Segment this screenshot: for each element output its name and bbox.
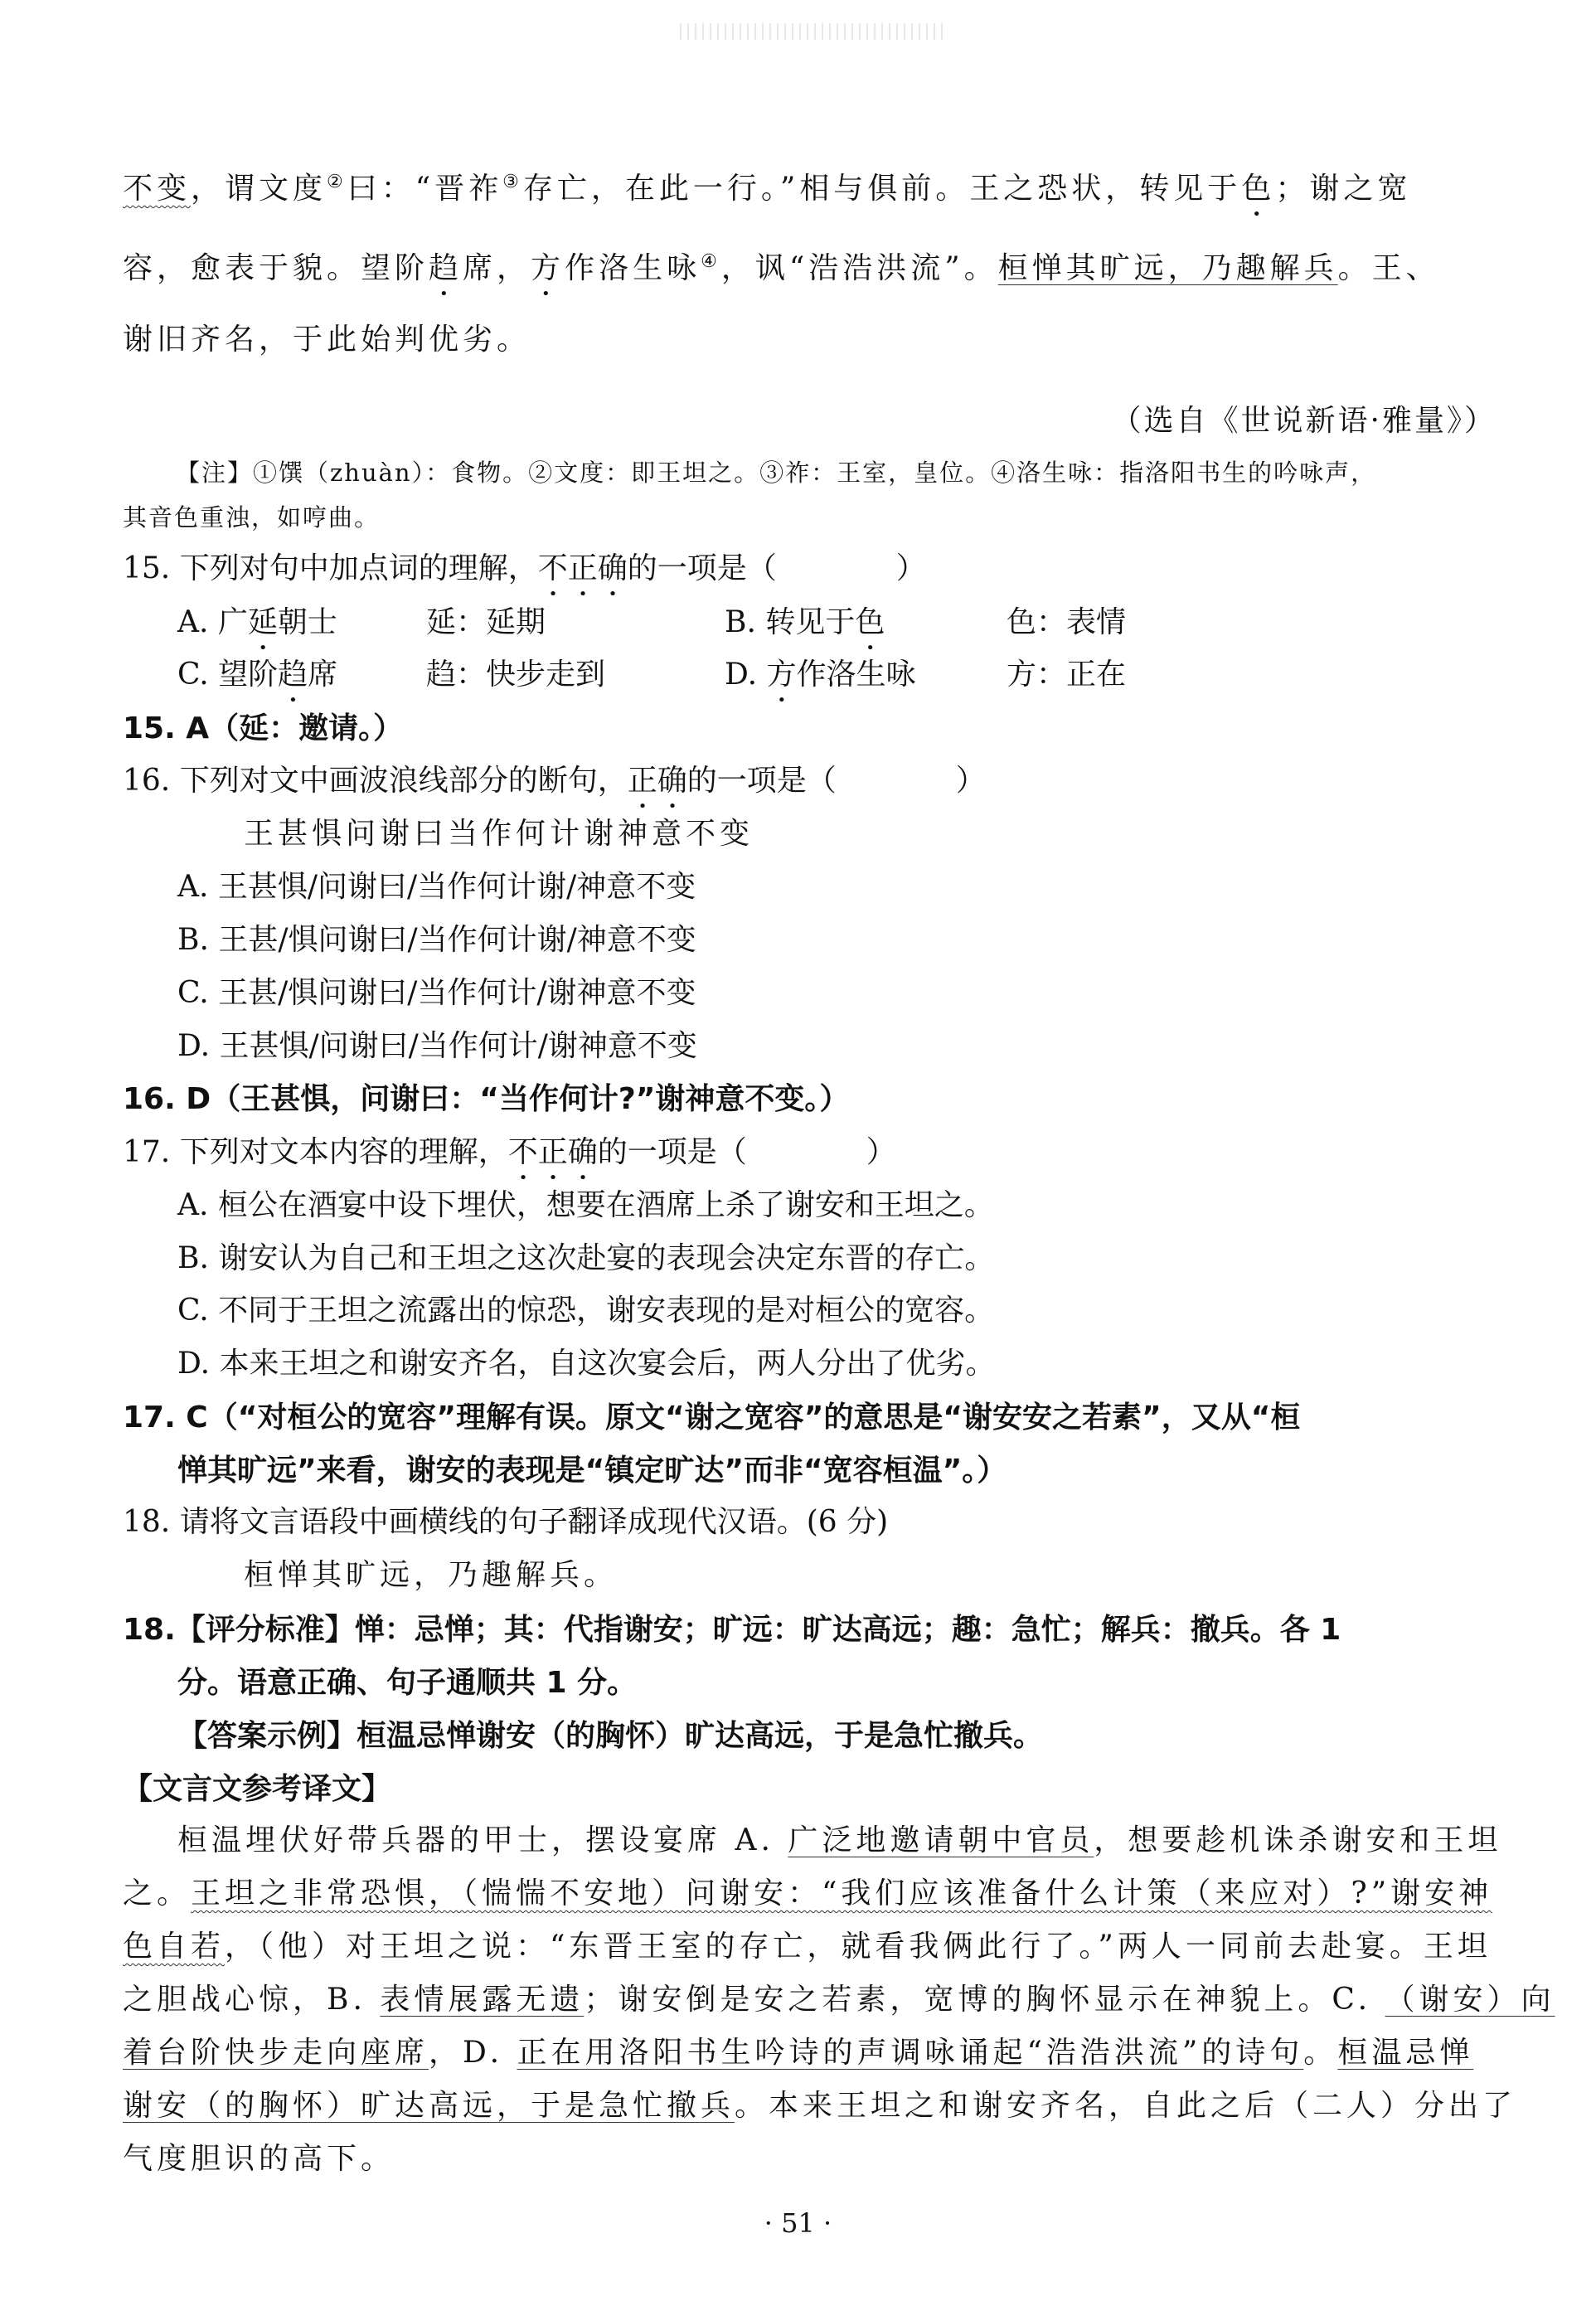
translation-line-4: 之胆战心惊，B. 表情展露无遗；谢安倒是安之若素，宽博的胸怀显示在神貌上。C. （谢安）向 — [123, 1983, 1555, 2017]
q17-answer-line-2: 惮其旷远”来看，谢安的表现是“镇定旷达”而非“宽容桓温”。） — [177, 1454, 1007, 1488]
q18-answer-line-1: 18.【评分标准】惮：忌惮；其：代指谢安；旷远：旷达高远；趣：急忙；解兵：撤兵。各 1 — [123, 1613, 1341, 1647]
q18-answer-example: 【答案示例】桓温忌惮谢安（的胸怀）旷达高远，于是急忙撤兵。 — [177, 1719, 1044, 1753]
q15-stem: 15. 下列对句中加点词的理解，不正确的一项是（ ） — [123, 551, 926, 585]
q16-option-a: A. 王甚惧/问谢曰/当作何计谢/神意不变 — [177, 870, 696, 904]
scan-specks — [680, 23, 945, 40]
translation-line-3: 色自若，（他）对王坦之说：“东晋王室的存亡，就看我俩此行了。”两人一同前去赴宴。王坦 — [123, 1930, 1492, 1964]
translation-line-5: 着台阶快步走向座席，D. 正在用洛阳书生吟诗的声调咏诵起“浩浩洪流”的诗句。桓温忌惮 — [123, 2036, 1474, 2070]
q16-sentence: 王甚惧问谢曰当作何计谢神意不变 — [244, 817, 754, 851]
passage-line-2: 容，愈表于貌。望阶趋席，方作洛生咏④，讽“浩浩洪流”。桓惮其旷远，乃趣解兵。王、 — [123, 251, 1440, 285]
translation-line-6: 谢安（的胸怀）旷达高远，于是急忙撤兵。本来王坦之和谢安齐名，自此之后（二人）分出了 — [123, 2089, 1517, 2123]
q17-option-b: B. 谢安认为自己和王坦之这次赴宴的表现会决定东晋的存亡。 — [177, 1241, 995, 1275]
q17-stem: 17. 下列对文本内容的理解，不正确的一项是（ ） — [123, 1135, 896, 1169]
q17-answer-line-1: 17. C（“对桓公的宽容”理解有误。原文“谢之宽容”的意思是“谢安安之若素”，又从“桓 — [123, 1401, 1301, 1435]
q16-option-b: B. 王甚/惧问谢曰/当作何计谢/神意不变 — [177, 923, 696, 957]
q16-stem: 16. 下列对文中画波浪线部分的断句，正确的一项是（ ） — [123, 764, 986, 798]
document-page: 不变，谓文度②曰：“晋祚③存亡，在此一行。”相与俱前。王之恐状，转见于色；谢之宽 容，愈表于貌。望阶趋席，方作洛生咏④，讽“浩浩洪流”。桓惮其旷远，乃趣解兵。王、 谢旧齐名，于此始判优劣。 （选自《世说新语·雅量》） 【注】①馔（zhuàn）：食物。②文度：即王坦之。③祚：王室，皇位。④洛生咏：指洛阳书生的吟咏声， 其音色重浊，如哼曲。 15. 下列对句中加点词的理解，不正确的一项是（ ） A. 广延朝士 延：延期 B. 转见于色 色：表情 C. 望阶趋席 趋：快步走到 D. 方作洛生咏 方：正在 15. A（延：邀请。） 16. 下列对文中画波浪线部分的断句，正确的一项是（ ） 王甚惧问谢曰当作何计谢神意不变 A. 王甚惧/问谢曰/当作何计谢/神意不变 B. 王甚/惧问谢曰/当作何计谢/神意不变 C. 王甚/惧问谢曰/当作何计/谢神意不变 D. 王甚惧/问谢曰/当作何计/谢神意不变 16. D（王甚惧，问谢曰：“当作何计?”谢神意不变。） 17. 下列对文本内容的理解，不正确的一项是（ ） A. 桓公在酒宴中设下埋伏，想要在酒席上杀了谢安和王坦之。 B. 谢安认为自己和王坦之这次赴宴的表现会决定东晋的存亡。 C. 不同于王坦之流露出的惊恐，谢安表现的是对桓公的宽容。 D. 本来王坦之和谢安齐名，自这次宴会后，两人分出了优劣。 17. C（“对桓公的宽容”理解有误。原文“谢之宽容”的意思是“谢安安之若素”，又从“桓 惮其旷远”来看，谢安的表现是“镇定旷达”而非“宽容桓温”。） 18. 请将文言语段中画横线的句子翻译成现代汉语。(6 分) 桓惮其旷远，乃趣解兵。 18.【评分标准】惮：忌惮；其：代指谢安；旷远：旷达高远；趣：急忙；解兵：撤兵。各 1 分。语意正确、句子通顺共 1 分。 【答案示例】桓温忌惮谢安（的胸怀）旷达高远，于是急忙撤兵。 【文言文参考译文】 桓温埋伏好带兵器的甲士，摆设宴席 A. 广泛地邀请朝中官员，想要趁机诛杀谢安和王坦 之。王坦之非常恐惧，（惴惴不安地）问谢安：“我们应该准备什么计策（来应对）?”谢安神 色自若，（他）对王坦之说：“东晋王室的存亡，就看我俩此行了。”两人一同前去赴宴。王坦 之胆战心惊，B. 表情展露无遗；谢安倒是安之若素，宽博的胸怀显示在神貌上。C. （谢安）向 着台阶快步走向座席，D. 正在用洛阳书生吟诗的声调咏诵起“浩浩洪流”的诗句。桓温忌惮 谢安（的胸怀）旷达高远，于是急忙撤兵。本来王坦之和谢安齐名，自此之后（二人）分出了 气度胆识的高下。 · 51 · — [0, 0, 1596, 2306]
q18-answer-line-2: 分。语意正确、句子通顺共 1 分。 — [177, 1666, 638, 1700]
q17-option-c: C. 不同于王坦之流露出的惊恐，谢安表现的是对桓公的宽容。 — [177, 1294, 995, 1328]
translation-line-1: 桓温埋伏好带兵器的甲士，摆设宴席 A. 广泛地邀请朝中官员，想要趁机诛杀谢安和王坦 — [177, 1823, 1502, 1857]
passage-source: （选自《世说新语·雅量》） — [1111, 404, 1497, 438]
notes-line-2: 其音色重浊，如哼曲。 — [123, 503, 381, 532]
passage-line-3: 谢旧齐名，于此始判优劣。 — [123, 323, 531, 357]
translation-line-7: 气度胆识的高下。 — [123, 2142, 395, 2176]
q17-option-d: D. 本来王坦之和谢安齐名，自这次宴会后，两人分出了优劣。 — [177, 1347, 996, 1381]
notes-line-1: 【注】①馔（zhuàn）：食物。②文度：即王坦之。③祚：王室，皇位。④洛生咏：指洛阳书生的吟咏声， — [176, 459, 1377, 487]
q16-answer: 16. D（王甚惧，问谢曰：“当作何计?”谢神意不变。） — [123, 1082, 850, 1116]
translation-line-2: 之。王坦之非常恐惧，（惴惴不安地）问谢安：“我们应该准备什么计策（来应对）?”谢安神 — [123, 1876, 1493, 1910]
q18-stem: 18. 请将文言语段中画横线的句子翻译成现代汉语。(6 分) — [123, 1505, 889, 1539]
q15-answer: 15. A（延：邀请。） — [123, 711, 404, 745]
q16-option-d: D. 王甚惧/问谢曰/当作何计/谢神意不变 — [177, 1029, 697, 1063]
q16-option-c: C. 王甚/惧问谢曰/当作何计/谢神意不变 — [177, 976, 696, 1010]
page-number: · 51 · — [764, 2207, 832, 2239]
translation-heading: 【文言文参考译文】 — [123, 1772, 392, 1806]
passage-line-1: 不变，谓文度②曰：“晋祚③存亡，在此一行。”相与俱前。王之恐状，转见于色；谢之宽 — [123, 172, 1412, 206]
wavy-underlined-text: 不变 — [123, 172, 192, 206]
q17-option-a: A. 桓公在酒宴中设下埋伏，想要在酒席上杀了谢安和王坦之。 — [177, 1188, 994, 1222]
underlined-sentence: 桓惮其旷远，乃趣解兵 — [997, 251, 1338, 285]
q18-sentence: 桓惮其旷远，乃趣解兵。 — [244, 1558, 619, 1592]
